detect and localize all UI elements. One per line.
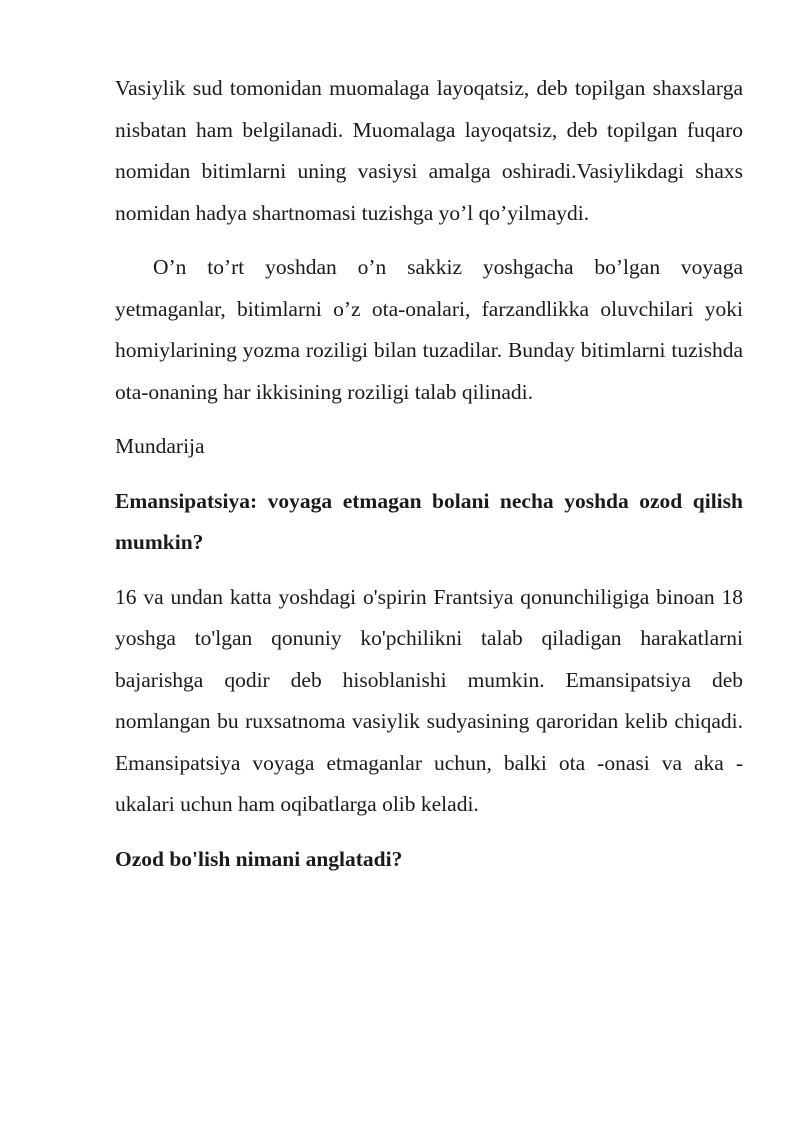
paragraph-guardianship: Vasiylik sud tomonidan muomalaga layoqatsiz, deb topilgan shaxslarga nisbatan ham belgilanadi. Muomalaga layoqatsiz, deb topilgan fuqaro nomidan bitimlarni uning vasiysi amalga oshiradi.Vasiylikdagi shaxs nomidan hadya shartnomasi tuzishga yo’l qo’yilmaydi. — [115, 76, 743, 225]
paragraph-minors-consent: O’n to’rt yoshdan o’n sakkiz yoshgacha bo’lgan voyaga yetmaganlar, bitimlarni o’z ota-onalari, farzandlikka oluvchilari yoki homiylarining yozma roziligi bilan tuzadilar. Bunday bitimlarni tuzishda ota-onaning har ikkisining roziligi talab qilinadi. — [115, 255, 743, 404]
heading-emancipation-age: Emansipatsiya: voyaga etmagan bolani necha yoshda ozod qilish mumkin? — [115, 488, 743, 554]
document-page — [115, 68, 743, 880]
contents-label: Mundarija — [115, 434, 205, 458]
heading-what-is-emancipation: Ozod bo'lish nimani anglatadi? — [115, 846, 403, 871]
paragraph-emancipation-france: 16 va undan katta yoshdagi o'spirin Frantsiya qonunchiligiga binoan 18 yoshga to'lgan qonuniy ko'pchilikni talab qiladigan harakatlarni bajarishga qodir deb hisoblanishi mumkin. Emansipatsiya deb nomlangan bu ruxsatnoma vasiylik sudyasining qaroridan kelib chiqadi. Emansipatsiya voyaga etmaganlar uchun, balki ota -onasi va aka -ukalari uchun ham oqibatlarga olib keladi. — [115, 584, 743, 816]
